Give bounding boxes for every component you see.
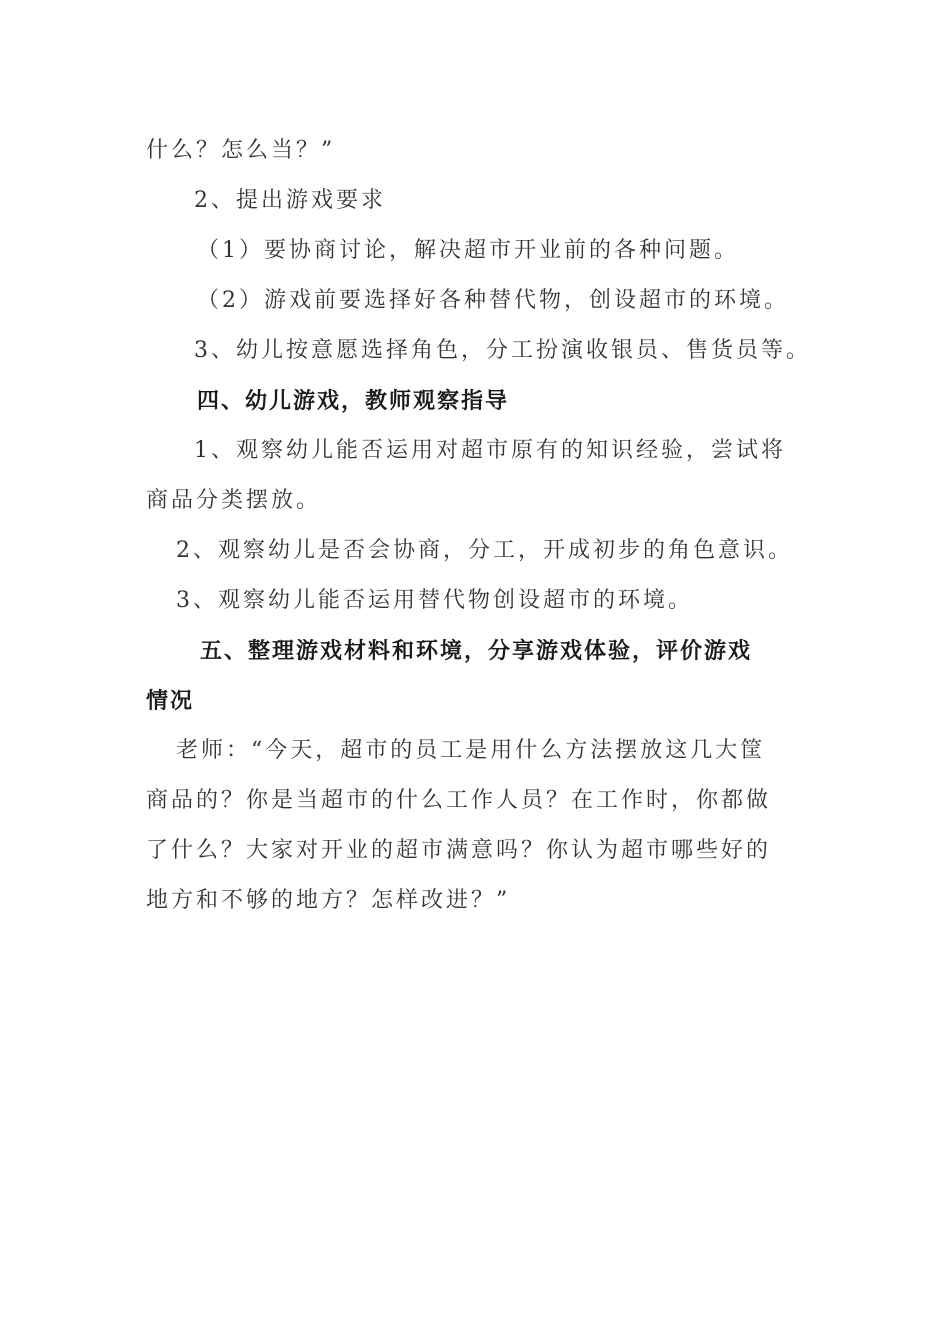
text-line: 什么？怎么当？”: [146, 138, 336, 163]
text-line: 商品的？你是当超市的什么工作人员？在工作时，你都做: [146, 788, 772, 813]
text-line: （2）游戏前要选择好各种替代物，创设超市的环境。: [197, 288, 789, 313]
text-line: 2、提出游戏要求: [194, 188, 386, 213]
text-line: 商品分类摆放。: [146, 488, 322, 513]
section-heading-4: 四、幼儿游戏，教师观察指导: [197, 388, 510, 414]
text-line: （1）要协商讨论，解决超市开业前的各种问题。: [197, 238, 739, 263]
text-line: 了什么？大家对开业的超市满意吗？你认为超市哪些好的: [146, 838, 772, 863]
text-line: 3、幼儿按意愿选择角色，分工扮演收银员、售货员等。: [194, 338, 811, 363]
text-line: 地方和不够的地方？怎样改进？”: [146, 888, 511, 913]
text-line: 3、观察幼儿能否运用替代物创设超市的环境。: [176, 588, 693, 613]
text-line: 2、观察幼儿是否会协商，分工，开成初步的角色意识。: [176, 538, 793, 563]
section-heading-5-cont: 情况: [146, 688, 195, 714]
text-line: 老师：“今天，超市的员工是用什么方法摆放这几大筐: [176, 738, 766, 763]
text-line: 1、观察幼儿能否运用对超市原有的知识经验，尝试将: [194, 438, 786, 463]
section-heading-5: 五、整理游戏材料和环境，分享游戏体验，评价游戏: [200, 638, 753, 664]
